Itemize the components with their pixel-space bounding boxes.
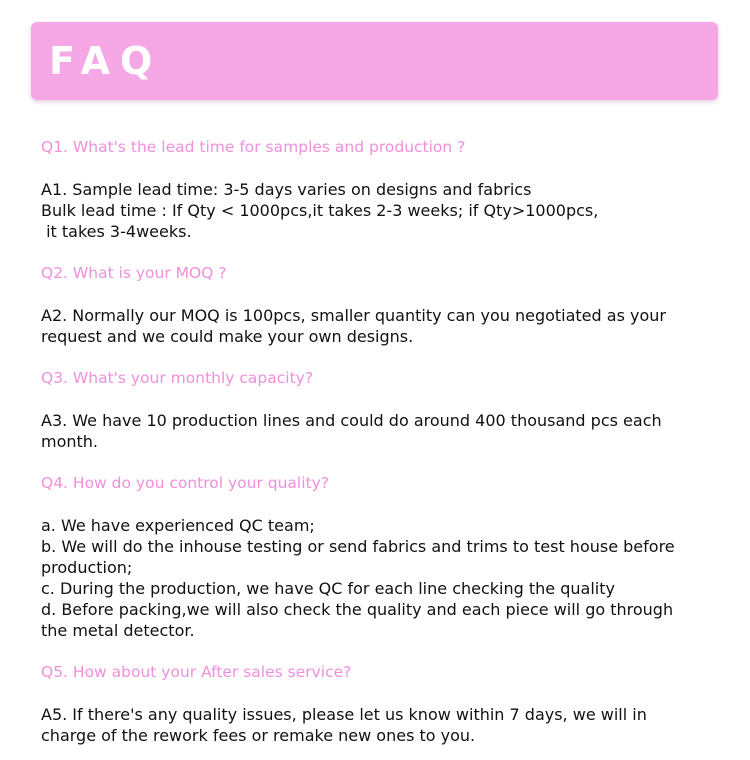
answer-line: the metal detector. xyxy=(41,621,195,640)
page-title: FAQ xyxy=(49,39,163,83)
answer-line: Bulk lead time : If Qty < 1000pcs,it takes 2-3 weeks; if Qty>1000pcs, xyxy=(41,201,599,220)
faq-answer-1 xyxy=(41,179,721,242)
answer-line: A3. We have 10 production lines and could do around 400 thousand pcs each xyxy=(41,411,662,430)
faq-item-1 xyxy=(41,137,721,158)
answer-line: b. We will do the inhouse testing or send fabrics and trims to test house before xyxy=(41,537,675,556)
answer-line: A1. Sample lead time: 3-5 days varies on designs and fabrics xyxy=(41,180,532,199)
faq-answer-5 xyxy=(41,704,721,746)
faq-answer-3 xyxy=(41,410,721,452)
faq-answer xyxy=(41,704,721,746)
faq-header-banner xyxy=(31,22,718,100)
faq-answer xyxy=(41,305,721,347)
faq-question: Q5. How about your After sales service? xyxy=(41,663,352,681)
faq-answer xyxy=(41,410,721,452)
answer-line: A5. If there's any quality issues, please let us know within 7 days, we will in xyxy=(41,705,647,724)
answer-line: month. xyxy=(41,432,99,451)
faq-item-4 xyxy=(41,473,721,494)
faq-question: Q2. What is your MOQ ? xyxy=(41,264,227,282)
answer-line: it takes 3-4weeks. xyxy=(41,222,192,241)
faq-question: Q4. How do you control your quality? xyxy=(41,474,329,492)
faq-item-5 xyxy=(41,662,721,683)
faq-answer-4 xyxy=(41,515,721,641)
answer-line: production; xyxy=(41,558,133,577)
answer-line: charge of the rework fees or remake new ones to you. xyxy=(41,726,476,745)
faq-answer xyxy=(41,179,721,242)
answer-line: request and we could make your own designs. xyxy=(41,327,414,346)
answer-line: d. Before packing,we will also check the quality and each piece will go through xyxy=(41,600,674,619)
faq-item-2 xyxy=(41,263,721,284)
answer-line: c. During the production, we have QC for each line checking the quality xyxy=(41,579,615,598)
faq-answer-2 xyxy=(41,305,721,347)
answer-line: A2. Normally our MOQ is 100pcs, smaller quantity can you negotiated as your xyxy=(41,306,666,325)
faq-question: Q3. What's your monthly capacity? xyxy=(41,369,314,387)
faq-item-3 xyxy=(41,368,721,389)
answer-line: a. We have experienced QC team; xyxy=(41,516,315,535)
faq-question: Q1. What's the lead time for samples and production ? xyxy=(41,138,466,156)
faq-answer xyxy=(41,515,721,641)
